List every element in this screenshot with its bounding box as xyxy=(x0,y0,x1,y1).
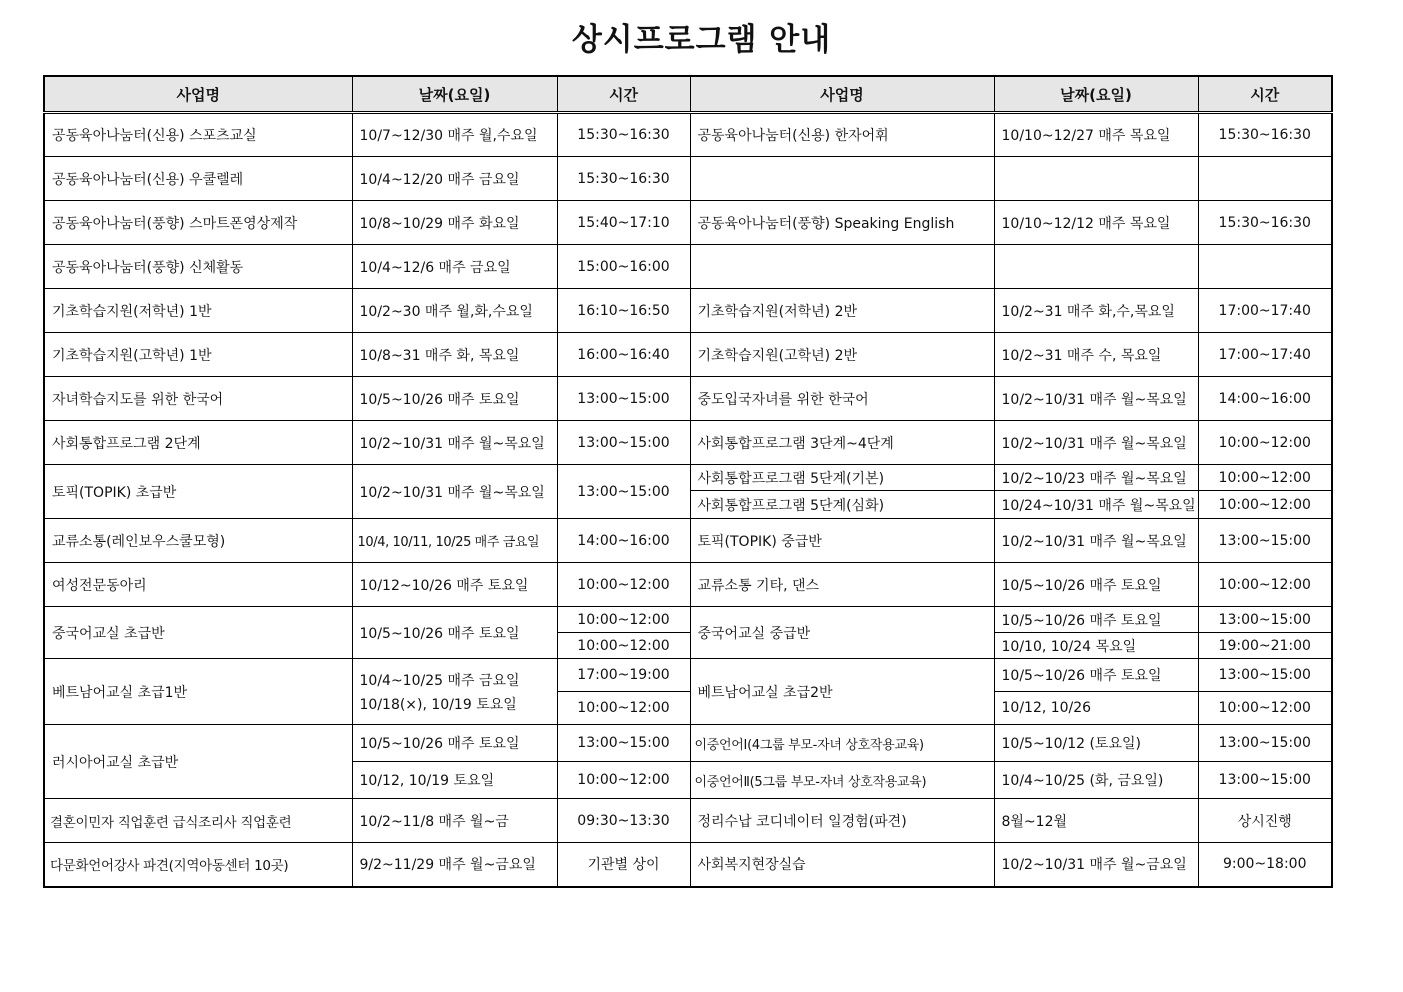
program-date: 10/4~12/20 매주 금요일 xyxy=(352,157,557,201)
program-date: 10/10~12/12 매주 목요일 xyxy=(994,201,1198,245)
table-row xyxy=(44,659,1332,692)
program-date: 10/5~10/26 매주 토요일 xyxy=(352,607,557,659)
program-name: 이중언어Ⅰ(4그룹 부모-자녀 상호작용교육) xyxy=(690,725,994,762)
program-name xyxy=(690,245,994,289)
program-name: 사회복지현장실습 xyxy=(690,843,994,887)
header-program-name: 사업명 xyxy=(44,76,352,113)
program-name: 정리수납 코디네이터 일경험(파견) xyxy=(690,799,994,843)
program-date: 10/2~31 매주 수, 목요일 xyxy=(994,333,1198,377)
program-time: 15:30~16:30 xyxy=(557,113,690,157)
header-time: 시간 xyxy=(557,76,690,113)
program-time xyxy=(1198,245,1332,289)
header-time-2: 시간 xyxy=(1198,76,1332,113)
program-time xyxy=(1198,157,1332,201)
program-time: 14:00~16:00 xyxy=(1198,377,1332,421)
program-time: 10:00~12:00 xyxy=(557,563,690,607)
program-time: 10:00~12:00 xyxy=(557,607,690,633)
program-name: 중국어교실 중급반 xyxy=(690,607,994,659)
program-time: 13:00~15:00 xyxy=(1198,607,1332,633)
program-date: 10/5~10/26 매주 토요일 xyxy=(994,659,1198,692)
program-date: 10/2~10/31 매주 월~목요일 xyxy=(352,465,557,519)
program-date: 10/5~10/26 매주 토요일 xyxy=(994,563,1198,607)
header-date: 날짜(요일) xyxy=(352,76,557,113)
table-row xyxy=(44,799,1332,843)
program-date: 10/4, 10/11, 10/25 매주 금요일 xyxy=(352,519,557,563)
table-row xyxy=(44,421,1332,465)
program-time: 10:00~12:00 xyxy=(1198,563,1332,607)
program-time: 09:30~13:30 xyxy=(557,799,690,843)
program-time: 15:30~16:30 xyxy=(557,157,690,201)
program-date xyxy=(994,245,1198,289)
header-row xyxy=(44,76,1332,113)
program-date: 10/12, 10/19 토요일 xyxy=(352,762,557,799)
table-row xyxy=(44,465,1332,491)
program-time: 16:10~16:50 xyxy=(557,289,690,333)
program-date: 10/5~10/12 (토요일) xyxy=(994,725,1198,762)
program-date: 8월~12월 xyxy=(994,799,1198,843)
header-program-name-2: 사업명 xyxy=(690,76,994,113)
header-date-2: 날짜(요일) xyxy=(994,76,1198,113)
program-name: 사회통합프로그램 3단계~4단계 xyxy=(690,421,994,465)
table-row xyxy=(44,519,1332,563)
program-date: 10/2~10/31 매주 월~목요일 xyxy=(994,421,1198,465)
program-date: 10/8~31 매주 화, 목요일 xyxy=(352,333,557,377)
program-time: 14:00~16:00 xyxy=(557,519,690,563)
program-name: 공동육아나눔터(신용) 스포츠교실 xyxy=(44,113,352,157)
program-date xyxy=(994,157,1198,201)
program-time: 10:00~12:00 xyxy=(557,762,690,799)
program-date: 10/2~10/23 매주 월~목요일 xyxy=(994,465,1198,491)
program-name: 교류소통 기타, 댄스 xyxy=(690,563,994,607)
program-date: 9/2~11/29 매주 월~금요일 xyxy=(352,843,557,887)
table-row xyxy=(44,563,1332,607)
program-date: 10/10, 10/24 목요일 xyxy=(994,633,1198,659)
program-name: 사회통합프로그램 5단계(기본) xyxy=(690,465,994,491)
program-time: 13:00~15:00 xyxy=(1198,725,1332,762)
program-time: 10:00~12:00 xyxy=(1198,491,1332,519)
table-row xyxy=(44,607,1332,633)
program-name: 러시아어교실 초급반 xyxy=(44,725,352,799)
program-time: 15:30~16:30 xyxy=(1198,201,1332,245)
program-date: 10/2~30 매주 월,화,수요일 xyxy=(352,289,557,333)
program-name: 여성전문동아리 xyxy=(44,563,352,607)
table-row xyxy=(44,245,1332,289)
program-date-line: 10/4~10/25 매주 금요일 xyxy=(359,672,520,689)
program-date xyxy=(352,659,557,725)
table-row xyxy=(44,725,1332,762)
program-time: 19:00~21:00 xyxy=(1198,633,1332,659)
program-time: 15:00~16:00 xyxy=(557,245,690,289)
program-date: 10/7~12/30 매주 월,수요일 xyxy=(352,113,557,157)
program-name: 기초학습지원(고학년) 2반 xyxy=(690,333,994,377)
program-time: 13:00~15:00 xyxy=(557,725,690,762)
program-date: 10/12~10/26 매주 토요일 xyxy=(352,563,557,607)
program-name: 사회통합프로그램 2단계 xyxy=(44,421,352,465)
table-row xyxy=(44,201,1332,245)
program-name: 토픽(TOPIK) 초급반 xyxy=(44,465,352,519)
program-time: 13:00~15:00 xyxy=(557,421,690,465)
program-time: 17:00~17:40 xyxy=(1198,289,1332,333)
program-date-stack xyxy=(360,670,550,714)
program-time: 13:00~15:00 xyxy=(557,377,690,421)
table-row xyxy=(44,289,1332,333)
program-time: 15:40~17:10 xyxy=(557,201,690,245)
program-time: 10:00~12:00 xyxy=(557,633,690,659)
table-row xyxy=(44,333,1332,377)
program-name: 기초학습지원(저학년) 1반 xyxy=(44,289,352,333)
program-name: 다문화언어강사 파견(지역아동센터 10곳) xyxy=(44,843,352,887)
program-date: 10/2~10/31 매주 월~목요일 xyxy=(994,519,1198,563)
program-name: 공동육아나눔터(풍향) 스마트폰영상제작 xyxy=(44,201,352,245)
program-date: 10/5~10/26 매주 토요일 xyxy=(352,725,557,762)
program-name: 결혼이민자 직업훈련 급식조리사 직업훈련 xyxy=(44,799,352,843)
program-time: 상시진행 xyxy=(1198,799,1332,843)
program-name: 중국어교실 초급반 xyxy=(44,607,352,659)
program-name: 자녀학습지도를 위한 한국어 xyxy=(44,377,352,421)
program-name: 이중언어Ⅱ(5그룹 부모-자녀 상호작용교육) xyxy=(690,762,994,799)
program-name: 기초학습지원(고학년) 1반 xyxy=(44,333,352,377)
program-name: 공동육아나눔터(풍향) 신체활동 xyxy=(44,245,352,289)
table-row xyxy=(44,843,1332,887)
program-name: 토픽(TOPIK) 중급반 xyxy=(690,519,994,563)
program-date: 10/4~12/6 매주 금요일 xyxy=(352,245,557,289)
program-table xyxy=(43,75,1333,888)
program-name: 중도입국자녀를 위한 한국어 xyxy=(690,377,994,421)
program-date: 10/8~10/29 매주 화요일 xyxy=(352,201,557,245)
table-row xyxy=(44,113,1332,157)
program-date: 10/10~12/27 매주 목요일 xyxy=(994,113,1198,157)
program-name: 공동육아나눔터(풍향) Speaking English xyxy=(690,201,994,245)
program-time: 13:00~15:00 xyxy=(1198,519,1332,563)
program-name: 교류소통(레인보우스쿨모형) xyxy=(44,519,352,563)
program-date: 10/24~10/31 매주 월~목요일 xyxy=(994,491,1198,519)
program-time: 13:00~15:00 xyxy=(557,465,690,519)
program-name: 사회통합프로그램 5단계(심화) xyxy=(690,491,994,519)
program-date: 10/5~10/26 매주 토요일 xyxy=(352,377,557,421)
program-time: 13:00~15:00 xyxy=(1198,762,1332,799)
program-time: 10:00~12:00 xyxy=(1198,421,1332,465)
program-date: 10/5~10/26 매주 토요일 xyxy=(994,607,1198,633)
table-row xyxy=(44,157,1332,201)
program-time: 10:00~12:00 xyxy=(557,692,690,725)
program-date: 10/2~10/31 매주 월~목요일 xyxy=(352,421,557,465)
program-date: 10/4~10/25 (화, 금요일) xyxy=(994,762,1198,799)
program-time: 15:30~16:30 xyxy=(1198,113,1332,157)
program-time: 9:00~18:00 xyxy=(1198,843,1332,887)
program-name: 공동육아나눔터(신용) 우쿨렐레 xyxy=(44,157,352,201)
program-time: 17:00~19:00 xyxy=(557,659,690,692)
program-time: 10:00~12:00 xyxy=(1198,692,1332,725)
program-date: 10/12, 10/26 xyxy=(994,692,1198,725)
program-name: 베트남어교실 초급1반 xyxy=(44,659,352,725)
program-date: 10/2~10/31 매주 월~금요일 xyxy=(994,843,1198,887)
program-time: 13:00~15:00 xyxy=(1198,659,1332,692)
program-name: 기초학습지원(저학년) 2반 xyxy=(690,289,994,333)
page-title: 상시프로그램 안내 xyxy=(571,22,832,58)
program-time: 10:00~12:00 xyxy=(1198,465,1332,491)
program-name: 베트남어교실 초급2반 xyxy=(690,659,994,725)
program-date: 10/2~10/31 매주 월~목요일 xyxy=(994,377,1198,421)
program-time: 17:00~17:40 xyxy=(1198,333,1332,377)
program-date-line: 10/18(×), 10/19 토요일 xyxy=(359,696,517,713)
program-time: 기관별 상이 xyxy=(557,843,690,887)
program-date: 10/2~11/8 매주 월~금 xyxy=(352,799,557,843)
program-name: 공동육아나눔터(신용) 한자어휘 xyxy=(690,113,994,157)
program-time: 16:00~16:40 xyxy=(557,333,690,377)
program-date: 10/2~31 매주 화,수,목요일 xyxy=(994,289,1198,333)
program-name xyxy=(690,157,994,201)
table-row xyxy=(44,377,1332,421)
